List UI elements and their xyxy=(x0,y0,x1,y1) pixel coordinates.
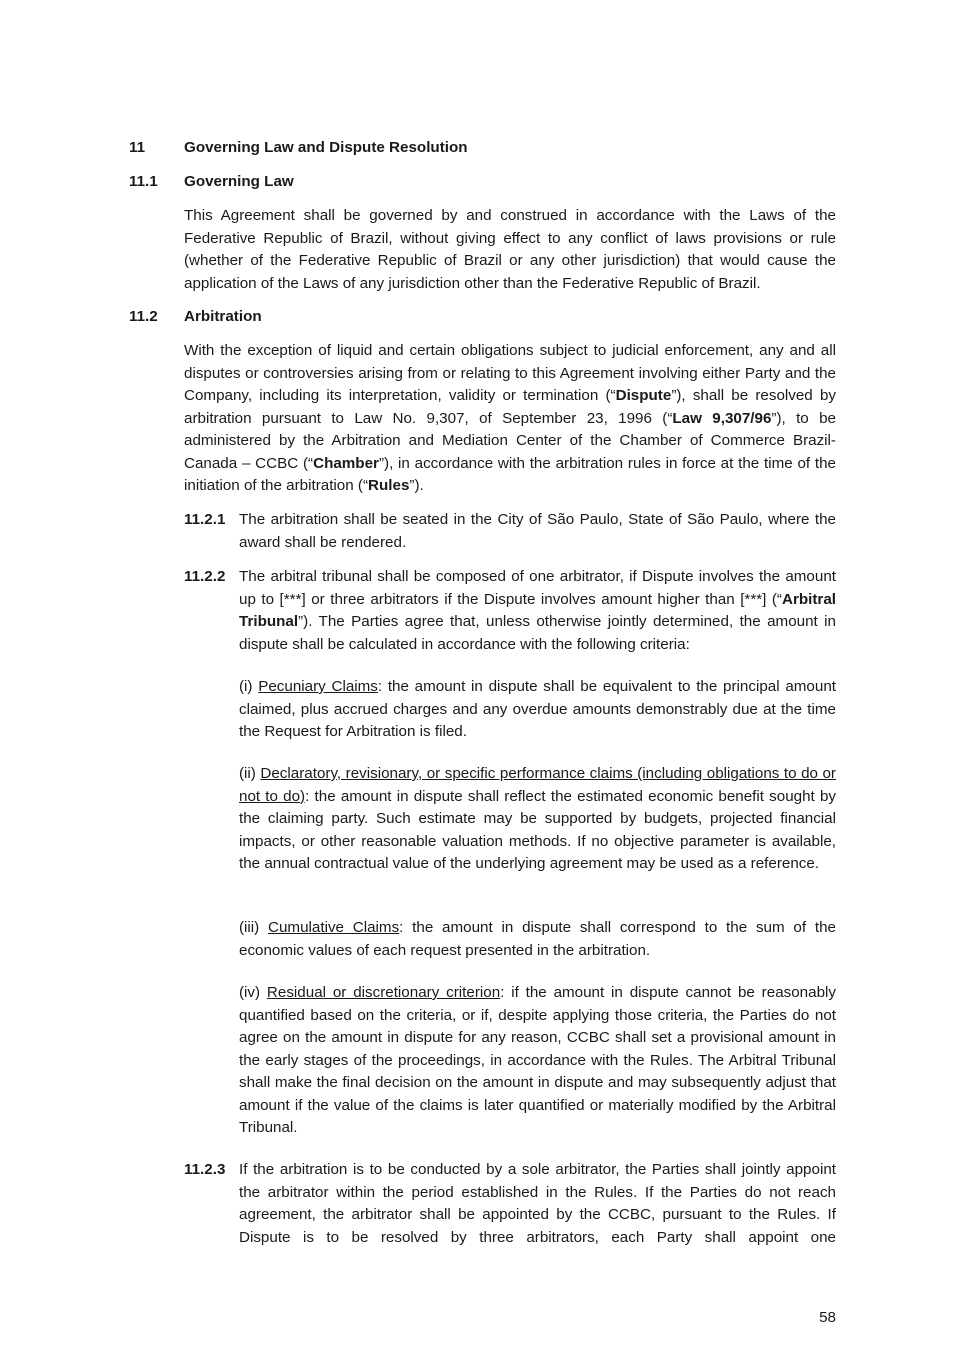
page-number: 58 xyxy=(819,1309,836,1326)
criterion-ii-prefix: (ii) xyxy=(239,765,261,782)
clause-11-2-1-text: The arbitration shall be seated in the City of São Paulo, State of São Paulo, where the award shall be rendered. xyxy=(239,511,836,551)
criterion-i-title: Pecuniary Claims xyxy=(258,678,378,695)
term-law: Law 9,307/96 xyxy=(672,409,772,427)
criterion-iii-text: : the amount in dispute shall correspond to the sum of the economic values of each request presented in the arbitration. xyxy=(239,919,836,959)
clause-11-2-2-text-1: The arbitral tribunal shall be composed of one arbitrator, if Dispute involves the amount up to [***] or three arbitrators if the Dispute involves amount higher than [***] (“ xyxy=(239,568,836,608)
subsection-11-1-number: 11.1 xyxy=(129,173,158,190)
arbitration-text-1: With the exception of liquid and certain obligations subject to judicial enforcement, any and all disputes or controversies arising from or relating to this Agreement involving either Party and the Company, including its interpretation, validity or termination (“ xyxy=(184,342,836,404)
clause-11-2-2-text xyxy=(239,566,836,656)
subsection-11-2-number: 11.2 xyxy=(129,308,158,325)
clause-11-2-2-number: 11.2.2 xyxy=(184,568,226,585)
arbitration-paragraph xyxy=(184,340,836,498)
subsection-11-2-title: Arbitration xyxy=(184,308,262,325)
term-dispute: Dispute xyxy=(615,387,672,404)
criterion-iii xyxy=(239,917,836,962)
arbitration-text-2: ”), shall be resolved by arbitration pursuant to Law No. 9,307, of September 23, 1996 (“ xyxy=(184,387,836,427)
criterion-ii-title: Declaratory, revisionary, or specific performance claims (including obligations to do or not to do) xyxy=(239,765,836,805)
governing-law-paragraph: This Agreement shall be governed by and construed in accordance with the Laws of the Federative Republic of Brazil, without giving effect to any conflict of laws provisions or rule (whether of the Federative Republic of Brazil or any other jurisdiction) that would cause the application of the Laws of any jurisdiction other than the Federative Republic of Brazil. xyxy=(184,207,836,292)
term-rules: Rules xyxy=(368,477,410,494)
criterion-iv xyxy=(239,982,836,1140)
criterion-iv-title: Residual or discretionary criterion xyxy=(266,984,501,1001)
section-number: 11 xyxy=(129,139,146,156)
arbitration-text-4: ”), in accordance with the arbitration rules in force at the time of the initiation of the arbitration (“ xyxy=(184,454,836,494)
criterion-iii-title: Cumulative Claims xyxy=(268,919,400,936)
arbitration-text-3: ”), to be administered by the Arbitration and Mediation Center of the Chamber of Commerce Brazil-Canada – CCBC (“ xyxy=(184,409,836,472)
criterion-i-prefix: (i) xyxy=(239,678,259,695)
criterion-i-text: : the amount in dispute shall be equivalent to the principal amount claimed, plus accrued charges and any overdue amounts demonstrably due at the time the Request for Arbitration is filed. xyxy=(239,678,836,740)
criterion-i xyxy=(239,676,836,744)
clause-11-2-3-text: If the arbitration is to be conducted by a sole arbitrator, the Parties shall jointly appoint the arbitrator within the period established in the Rules. If the Parties do not reach agreement, the arbitrator shall be appointed by the CCBC, pursuant to the Rules. If Dispute is to be resolved by three arbitrators, each Party shall appoint one xyxy=(239,1161,836,1246)
criterion-iv-prefix: (iv) xyxy=(239,984,267,1001)
term-arbitral-tribunal: Arbitral Tribunal xyxy=(239,590,836,630)
term-chamber: Chamber xyxy=(313,454,379,472)
criterion-iii-prefix: (iii) xyxy=(239,919,269,936)
section-title: Governing Law and Dispute Resolution xyxy=(184,139,468,156)
criterion-iv-text: : if the amount in dispute cannot be reasonably quantified based on the criteria, or if, despite applying those criteria, the Parties do not agree on the amount in dispute for any reason, CCBC shall set a provisional amount in the early stages of the proceedings, in accordance with the Rules. The Arbitral Tribunal shall make the final decision on the amount in dispute and may subsequently adjust that amount if the value of the claims is later quantified or materially modified by the Arbitral Tribunal. xyxy=(239,984,836,1136)
arbitration-text-5: ”). xyxy=(409,477,424,494)
criterion-ii xyxy=(239,763,836,876)
criterion-ii-text: : the amount in dispute shall reflect the estimated economic benefit sought by the claiming party. Such estimate may be supported by budgets, projected financial impacts, or other reasonable valuation methods. If no objective parameter is available, the annual contractual value of the underlying agreement may be used as a reference. xyxy=(239,787,836,872)
clause-11-2-3-number: 11.2.3 xyxy=(184,1161,226,1178)
subsection-11-1-title: Governing Law xyxy=(184,173,294,190)
clause-11-2-1-number: 11.2.1 xyxy=(184,511,226,528)
clause-11-2-2-text-2: ”). The Parties agree that, unless otherwise jointly determined, the amount in dispute shall be calculated in accordance with the following criteria: xyxy=(239,613,836,653)
